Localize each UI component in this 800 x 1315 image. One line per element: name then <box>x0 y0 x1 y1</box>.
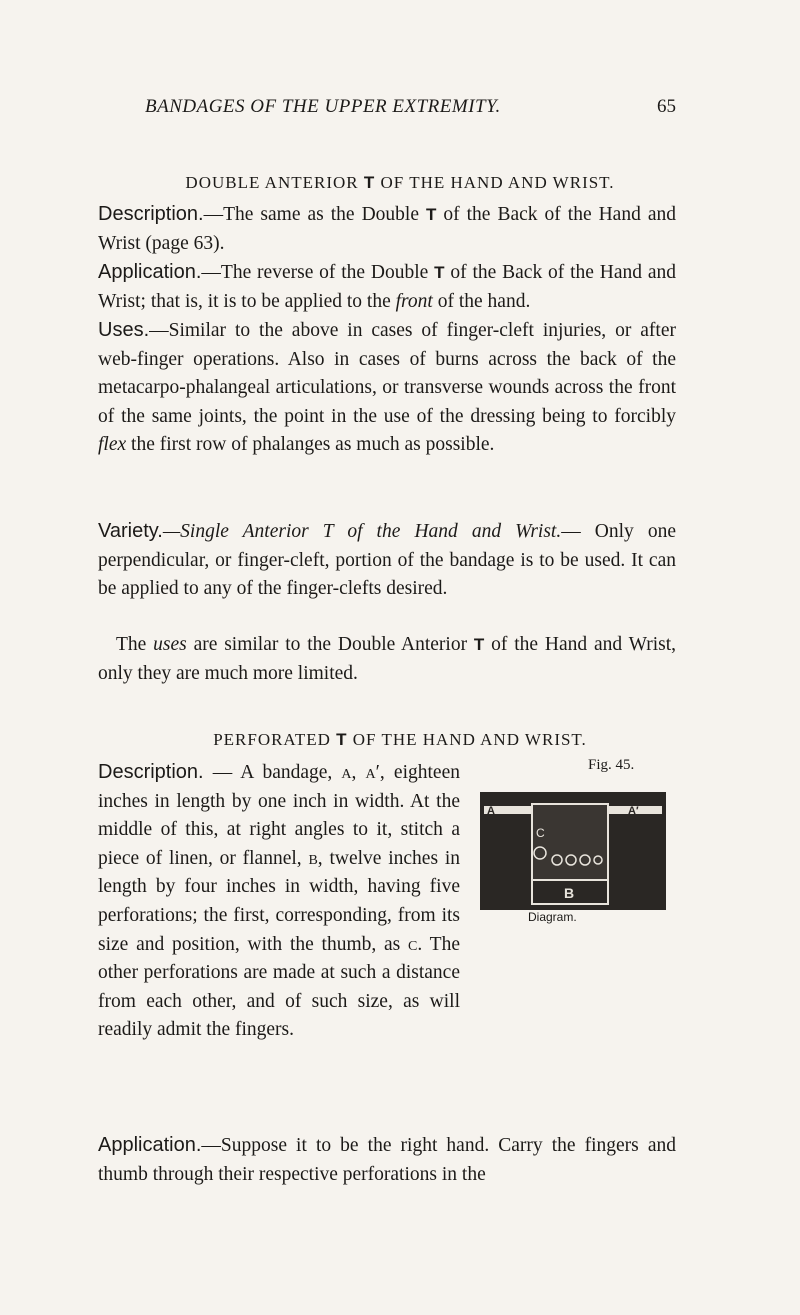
mark-a-prime: A′ <box>628 805 639 817</box>
uses-paragraph: Uses.—Similar to the above in cases of finger-cleft injuries, or after web-finger operations. Also in cases of burns across the back of the metacarpo-phalangeal articulations, or transverse wounds across the front of the same joints, the point in the use of the dressing being to forcibly flex the first row of phalanges as much as possible. <box>98 319 676 456</box>
mark-c: C <box>536 826 545 840</box>
closing-paragraph: The uses are similar to the Double Anterior T of the Hand and Wrist, only they are much more limited. <box>98 634 676 684</box>
figure-label: Fig. 45. <box>588 757 635 773</box>
section-title-double-anterior: DOUBLE ANTERIOR T OF THE HAND AND WRIST. <box>185 173 615 192</box>
page-number: 65 <box>657 96 676 117</box>
mark-b: B <box>564 885 575 901</box>
mark-a: A <box>487 805 495 817</box>
figure-caption: Diagram. <box>528 910 577 924</box>
perforated-description-paragraph: Description. — A bandage, a, a′, eighteen inches in length by one inch in width. At the middle of this, at right angles to it, stitch a piece of linen, or flannel, b, twelve inches in length by four inches in width, having five perforations; the first, corresponding, from its size and position, with the thumb, as c. The other perforations are made at such a distance from each other, and of such size, as will readily admit the fingers. <box>98 761 461 1041</box>
perforated-application-paragraph: Application.—Suppose it to be the right hand. Carry the fingers and thumb through their respective perforations in the <box>98 1134 676 1185</box>
running-head <box>145 96 685 118</box>
running-title: BANDAGES OF THE UPPER EXTREMITY. <box>145 96 501 117</box>
description-paragraph: Description.—The same as the Double T of the Back of the Hand and Wrist (page 63). <box>98 203 676 254</box>
application-paragraph: Application.—The reverse of the Double T of the Back of the Hand and Wrist; that is, it is to be applied to the front of the hand. <box>98 261 676 312</box>
perforated-t-diagram <box>480 792 666 910</box>
linen-piece-b <box>532 804 608 880</box>
variety-paragraph: Variety.—Single Anterior T of the Hand and Wrist.— Only one perpendicular, or finger-cleft, portion of the bandage is to be used. It can be applied to any of the finger-clefts desired. <box>98 520 676 600</box>
section-title-perforated: PERFORATED T OF THE HAND AND WRIST. <box>213 730 587 749</box>
